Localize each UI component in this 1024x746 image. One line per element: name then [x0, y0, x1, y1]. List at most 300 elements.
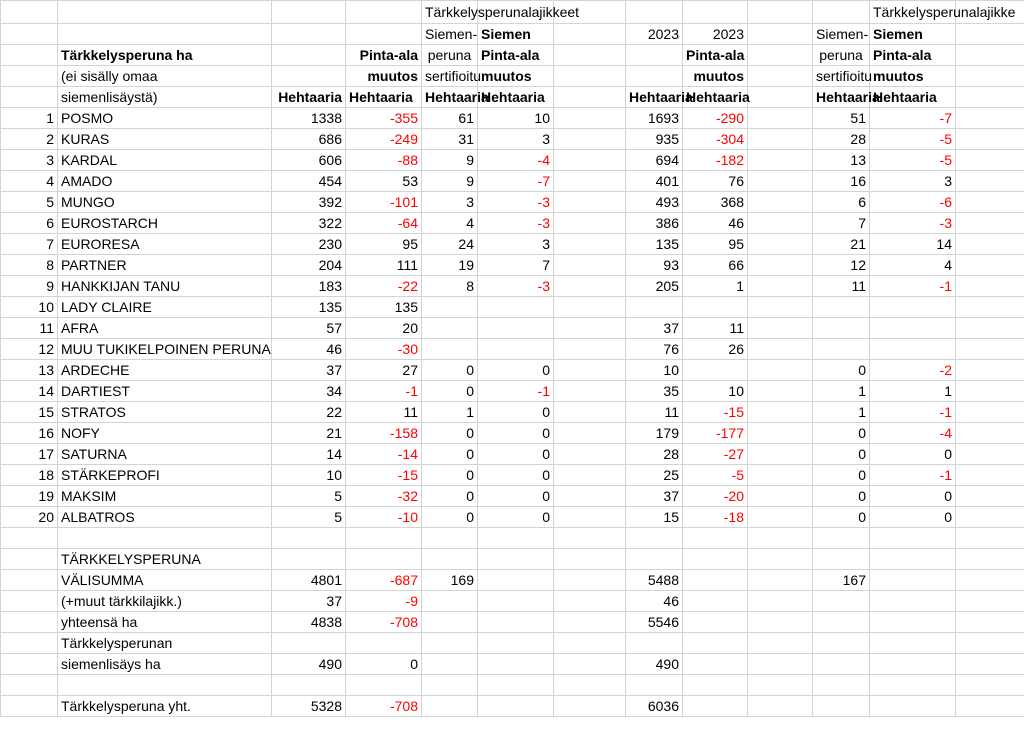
subtotal-2023[interactable]: 5488	[626, 570, 683, 591]
seed-certified-b[interactable]: 0	[813, 360, 870, 381]
cell[interactable]	[956, 87, 1024, 108]
cell[interactable]	[554, 129, 626, 150]
header-pinta-ala-3[interactable]: Pinta-ala	[683, 45, 748, 66]
hectares-2023[interactable]: 135	[626, 234, 683, 255]
seed-certified-b[interactable]: 7	[813, 213, 870, 234]
cell[interactable]	[1, 528, 58, 549]
header-siemen-1[interactable]: Siemen-	[422, 24, 478, 45]
area-change[interactable]: -15	[346, 465, 422, 486]
area-change[interactable]: 135	[346, 297, 422, 318]
hectares[interactable]: 204	[272, 255, 346, 276]
cell[interactable]	[478, 633, 554, 654]
hectares-2023[interactable]: 1693	[626, 108, 683, 129]
cell[interactable]	[748, 129, 813, 150]
cell[interactable]	[956, 675, 1024, 696]
cell[interactable]	[813, 696, 870, 717]
seed-change-b[interactable]: 0	[870, 444, 956, 465]
cell[interactable]	[748, 297, 813, 318]
row-number[interactable]: 20	[1, 507, 58, 528]
cell[interactable]	[956, 381, 1024, 402]
cell[interactable]	[748, 612, 813, 633]
cell[interactable]	[956, 591, 1024, 612]
cell[interactable]	[346, 675, 422, 696]
cell[interactable]	[554, 423, 626, 444]
variety-name[interactable]: AMADO	[58, 171, 272, 192]
subtotal-seed-b[interactable]: 167	[813, 570, 870, 591]
cell[interactable]	[1, 591, 58, 612]
cell[interactable]	[870, 696, 956, 717]
header-hehtaaria-2[interactable]: Hehtaaria	[346, 87, 422, 108]
cell[interactable]	[554, 171, 626, 192]
row-number[interactable]: 9	[1, 276, 58, 297]
cell[interactable]	[478, 612, 554, 633]
cell[interactable]	[554, 360, 626, 381]
hectares[interactable]: 183	[272, 276, 346, 297]
other-change[interactable]: -9	[346, 591, 422, 612]
seed-certified[interactable]: 24	[422, 234, 478, 255]
cell[interactable]	[748, 423, 813, 444]
seed-certified[interactable]	[422, 318, 478, 339]
seed-change-b[interactable]: -5	[870, 150, 956, 171]
cell[interactable]	[554, 234, 626, 255]
variety-name[interactable]: EURORESA	[58, 234, 272, 255]
cell[interactable]	[813, 528, 870, 549]
cell[interactable]	[554, 339, 626, 360]
cell[interactable]	[748, 192, 813, 213]
cell[interactable]	[554, 213, 626, 234]
total-change[interactable]: -708	[346, 612, 422, 633]
cell[interactable]	[554, 465, 626, 486]
change-2023[interactable]: 26	[683, 339, 748, 360]
cell[interactable]	[956, 486, 1024, 507]
header-hehtaaria-3[interactable]: Hehtaaria	[422, 87, 478, 108]
seed-certified-b[interactable]	[813, 339, 870, 360]
seed-certified[interactable]: 0	[422, 465, 478, 486]
variety-name[interactable]: EUROSTARCH	[58, 213, 272, 234]
cell[interactable]	[554, 696, 626, 717]
hectares[interactable]: 5	[272, 507, 346, 528]
summary-label[interactable]	[58, 570, 272, 591]
seed-certified-b[interactable]: 0	[813, 444, 870, 465]
cell[interactable]	[1, 1, 58, 24]
cell[interactable]	[748, 360, 813, 381]
change-2023[interactable]: -15	[683, 402, 748, 423]
variety-name[interactable]: AFRA	[58, 318, 272, 339]
cell[interactable]	[748, 402, 813, 423]
cell[interactable]	[956, 549, 1024, 570]
cell[interactable]	[1, 549, 58, 570]
cell[interactable]	[748, 675, 813, 696]
header-siemen[interactable]: Siemen	[478, 24, 554, 45]
seed-certified[interactable]: 1	[422, 402, 478, 423]
area-change[interactable]: -355	[346, 108, 422, 129]
cell[interactable]	[748, 339, 813, 360]
header-hehtaaria-4[interactable]: Hehtaaria	[478, 87, 554, 108]
seed-certified[interactable]: 19	[422, 255, 478, 276]
cell[interactable]	[748, 465, 813, 486]
cell[interactable]	[272, 24, 346, 45]
change-2023[interactable]: 368	[683, 192, 748, 213]
seed-certified[interactable]: 4	[422, 213, 478, 234]
cell[interactable]	[626, 1, 683, 24]
cell[interactable]	[748, 1, 813, 24]
header-muutos-4[interactable]: muutos	[870, 66, 956, 87]
row-number[interactable]: 3	[1, 150, 58, 171]
cell[interactable]	[956, 654, 1024, 675]
variety-name[interactable]: MAKSIM	[58, 486, 272, 507]
hectares-2023[interactable]	[626, 297, 683, 318]
cell[interactable]	[813, 612, 870, 633]
summary-label[interactable]	[58, 612, 272, 633]
variety-name[interactable]: ALBATROS	[58, 507, 272, 528]
cell[interactable]	[478, 591, 554, 612]
seed-change[interactable]: 0	[478, 444, 554, 465]
header-siemen-1-b[interactable]: Siemen-	[813, 24, 870, 45]
header-sertifioitu[interactable]: sertifioitu	[422, 66, 478, 87]
variety-name[interactable]: SATURNA	[58, 444, 272, 465]
seed-certified-b[interactable]: 0	[813, 465, 870, 486]
row-number[interactable]: 8	[1, 255, 58, 276]
seed-change[interactable]	[478, 318, 554, 339]
seed-certified[interactable]: 0	[422, 507, 478, 528]
row-number[interactable]: 15	[1, 402, 58, 423]
cell[interactable]	[272, 549, 346, 570]
seed-certified[interactable]: 31	[422, 129, 478, 150]
change-2023[interactable]: 76	[683, 171, 748, 192]
cell[interactable]	[478, 675, 554, 696]
seed-change[interactable]: 0	[478, 465, 554, 486]
cell[interactable]	[683, 1, 748, 24]
hectares-2023[interactable]: 28	[626, 444, 683, 465]
seed-certified-b[interactable]: 51	[813, 108, 870, 129]
cell[interactable]	[554, 381, 626, 402]
total-ha[interactable]: 4838	[272, 612, 346, 633]
hectares[interactable]: 22	[272, 402, 346, 423]
change-2023[interactable]: 46	[683, 213, 748, 234]
seed-change-b[interactable]: -1	[870, 465, 956, 486]
seed-certified-b[interactable]: 13	[813, 150, 870, 171]
seed-change[interactable]: 7	[478, 255, 554, 276]
change-2023[interactable]	[683, 360, 748, 381]
seed-certified[interactable]: 0	[422, 381, 478, 402]
cell[interactable]	[1, 675, 58, 696]
cell[interactable]	[478, 549, 554, 570]
hectares[interactable]: 46	[272, 339, 346, 360]
cell[interactable]	[554, 150, 626, 171]
cell[interactable]	[956, 528, 1024, 549]
cell[interactable]	[683, 633, 748, 654]
seed-change-b[interactable]: 0	[870, 486, 956, 507]
cell[interactable]	[956, 108, 1024, 129]
area-change[interactable]: 27	[346, 360, 422, 381]
cell[interactable]	[870, 570, 956, 591]
summary-label[interactable]	[58, 549, 272, 570]
hectares-2023[interactable]: 37	[626, 318, 683, 339]
header-hehtaaria-7[interactable]: Hehtaaria	[813, 87, 870, 108]
cell[interactable]	[554, 108, 626, 129]
hectares[interactable]: 606	[272, 150, 346, 171]
cell[interactable]	[626, 528, 683, 549]
grand-total-ha[interactable]: 5328	[272, 696, 346, 717]
cell[interactable]	[683, 591, 748, 612]
area-change[interactable]: 20	[346, 318, 422, 339]
header-pinta-ala-2[interactable]: Pinta-ala	[478, 45, 554, 66]
cell[interactable]	[748, 24, 813, 45]
cell[interactable]	[554, 318, 626, 339]
seed-change[interactable]: 0	[478, 360, 554, 381]
cell[interactable]	[626, 675, 683, 696]
hectares-2023[interactable]: 10	[626, 360, 683, 381]
change-2023[interactable]: -27	[683, 444, 748, 465]
cell[interactable]	[956, 129, 1024, 150]
cell[interactable]	[272, 675, 346, 696]
header-hehtaaria-8[interactable]: Hehtaaria	[870, 87, 956, 108]
seed-change-b[interactable]: -2	[870, 360, 956, 381]
area-change[interactable]: 111	[346, 255, 422, 276]
header-pinta-ala[interactable]: Pinta-ala	[346, 45, 422, 66]
hectares-2023[interactable]: 935	[626, 129, 683, 150]
seed-change-b[interactable]: 14	[870, 234, 956, 255]
seed-change-b[interactable]	[870, 297, 956, 318]
row-number[interactable]: 13	[1, 360, 58, 381]
cell[interactable]	[422, 696, 478, 717]
hectares[interactable]: 57	[272, 318, 346, 339]
header-siemen-b[interactable]: Siemen	[870, 24, 956, 45]
seed-multiplication-change[interactable]: 0	[346, 654, 422, 675]
change-2023[interactable]: -177	[683, 423, 748, 444]
row-number[interactable]: 18	[1, 465, 58, 486]
row-number[interactable]: 11	[1, 318, 58, 339]
cell[interactable]	[554, 297, 626, 318]
cell[interactable]	[422, 612, 478, 633]
cell[interactable]	[272, 45, 346, 66]
variety-name[interactable]: DARTIEST	[58, 381, 272, 402]
cell[interactable]	[554, 507, 626, 528]
seed-certified[interactable]: 0	[422, 360, 478, 381]
cell[interactable]	[58, 24, 272, 45]
cell[interactable]	[554, 675, 626, 696]
hectares-2023[interactable]: 401	[626, 171, 683, 192]
variety-name[interactable]: ARDECHE	[58, 360, 272, 381]
seed-certified-b[interactable]: 1	[813, 381, 870, 402]
row-number[interactable]: 2	[1, 129, 58, 150]
header-pinta-ala-4[interactable]: Pinta-ala	[870, 45, 956, 66]
cell[interactable]	[956, 24, 1024, 45]
seed-certified-b[interactable]: 0	[813, 423, 870, 444]
cell[interactable]	[748, 486, 813, 507]
cell[interactable]	[554, 570, 626, 591]
cell[interactable]	[683, 570, 748, 591]
cell[interactable]	[748, 549, 813, 570]
cell[interactable]	[870, 549, 956, 570]
seed-change[interactable]: -3	[478, 192, 554, 213]
cell[interactable]	[813, 654, 870, 675]
change-2023[interactable]: 66	[683, 255, 748, 276]
cell[interactable]	[478, 654, 554, 675]
cell[interactable]	[1, 633, 58, 654]
area-change[interactable]: -10	[346, 507, 422, 528]
cell[interactable]	[870, 591, 956, 612]
cell[interactable]	[272, 66, 346, 87]
cell[interactable]	[748, 570, 813, 591]
cell[interactable]	[813, 591, 870, 612]
cell[interactable]	[478, 696, 554, 717]
hectares-2023[interactable]: 493	[626, 192, 683, 213]
cell[interactable]	[956, 633, 1024, 654]
cell[interactable]	[1, 612, 58, 633]
cell[interactable]	[554, 591, 626, 612]
cell[interactable]	[748, 444, 813, 465]
cell[interactable]	[748, 318, 813, 339]
header-muutos[interactable]: muutos	[346, 66, 422, 87]
seed-change-b[interactable]: -1	[870, 402, 956, 423]
hectares[interactable]: 34	[272, 381, 346, 402]
header-2023-b[interactable]: 2023	[683, 24, 748, 45]
cell[interactable]	[346, 528, 422, 549]
cell[interactable]	[1, 570, 58, 591]
cell[interactable]	[1, 696, 58, 717]
cell[interactable]	[956, 696, 1024, 717]
hectares[interactable]: 392	[272, 192, 346, 213]
cell[interactable]	[748, 528, 813, 549]
change-2023[interactable]: -290	[683, 108, 748, 129]
cell[interactable]	[956, 444, 1024, 465]
summary-label[interactable]	[58, 633, 272, 654]
header-muutos-2[interactable]: muutos	[478, 66, 554, 87]
change-2023[interactable]: -18	[683, 507, 748, 528]
summary-label[interactable]	[58, 654, 272, 675]
row-number[interactable]: 1	[1, 108, 58, 129]
cell[interactable]	[422, 528, 478, 549]
area-change[interactable]: -30	[346, 339, 422, 360]
seed-multiplication-ha[interactable]: 490	[272, 654, 346, 675]
row-number[interactable]: 10	[1, 297, 58, 318]
other-2023[interactable]: 46	[626, 591, 683, 612]
cell[interactable]	[554, 486, 626, 507]
row-number[interactable]: 16	[1, 423, 58, 444]
cell[interactable]	[272, 1, 346, 24]
cell[interactable]	[58, 528, 272, 549]
hectares[interactable]: 230	[272, 234, 346, 255]
cell[interactable]	[346, 633, 422, 654]
cell[interactable]	[554, 549, 626, 570]
seed-certified-b[interactable]: 12	[813, 255, 870, 276]
cell[interactable]	[554, 255, 626, 276]
change-2023[interactable]: -5	[683, 465, 748, 486]
hectares[interactable]: 14	[272, 444, 346, 465]
total-2023[interactable]: 5546	[626, 612, 683, 633]
header-hehtaaria-1[interactable]: Hehtaaria	[272, 87, 346, 108]
seed-change[interactable]: 0	[478, 507, 554, 528]
cell[interactable]	[554, 402, 626, 423]
cell[interactable]	[956, 255, 1024, 276]
cell[interactable]	[554, 276, 626, 297]
seed-certified-b[interactable]	[813, 297, 870, 318]
cell[interactable]	[956, 360, 1024, 381]
hectares-2023[interactable]: 76	[626, 339, 683, 360]
group-title-b[interactable]: Tärkkelysperunalajikke	[870, 1, 956, 24]
seed-change[interactable]: 0	[478, 423, 554, 444]
variety-name[interactable]: MUU TUKIKELPOINEN PERUNA	[58, 339, 272, 360]
cell[interactable]	[554, 444, 626, 465]
hectares[interactable]: 10	[272, 465, 346, 486]
cell[interactable]	[478, 570, 554, 591]
seed-certified[interactable]: 9	[422, 171, 478, 192]
cell[interactable]	[1, 654, 58, 675]
cell[interactable]	[554, 528, 626, 549]
cell[interactable]	[422, 591, 478, 612]
seed-certified-b[interactable]: 6	[813, 192, 870, 213]
cell[interactable]	[422, 549, 478, 570]
cell[interactable]	[748, 633, 813, 654]
cell[interactable]	[683, 549, 748, 570]
cell[interactable]	[626, 549, 683, 570]
seed-change[interactable]: 3	[478, 234, 554, 255]
area-change[interactable]: 53	[346, 171, 422, 192]
main-sub1[interactable]: (ei sisälly omaa	[58, 66, 272, 87]
seed-change[interactable]: 0	[478, 402, 554, 423]
variety-name[interactable]: LADY CLAIRE	[58, 297, 272, 318]
cell[interactable]	[748, 591, 813, 612]
area-change[interactable]: -14	[346, 444, 422, 465]
seed-certified[interactable]: 0	[422, 486, 478, 507]
change-2023[interactable]: 1	[683, 276, 748, 297]
cell[interactable]	[870, 528, 956, 549]
hectares-2023[interactable]: 205	[626, 276, 683, 297]
seed-certified[interactable]: 9	[422, 150, 478, 171]
hectares-2023[interactable]: 11	[626, 402, 683, 423]
row-number[interactable]: 19	[1, 486, 58, 507]
cell[interactable]	[956, 507, 1024, 528]
hectares-2023[interactable]: 35	[626, 381, 683, 402]
cell[interactable]	[422, 675, 478, 696]
seed-change-b[interactable]: 4	[870, 255, 956, 276]
area-change[interactable]: -1	[346, 381, 422, 402]
seed-change[interactable]: -1	[478, 381, 554, 402]
cell[interactable]	[956, 213, 1024, 234]
cell[interactable]	[870, 654, 956, 675]
header-sertifioitu-b[interactable]: sertifioitu	[813, 66, 870, 87]
variety-name[interactable]: HANKKIJAN TANU	[58, 276, 272, 297]
row-number[interactable]: 6	[1, 213, 58, 234]
seed-change-b[interactable]	[870, 339, 956, 360]
area-change[interactable]: -88	[346, 150, 422, 171]
row-number[interactable]: 17	[1, 444, 58, 465]
seed-certified-b[interactable]: 28	[813, 129, 870, 150]
cell[interactable]	[956, 276, 1024, 297]
cell[interactable]	[272, 528, 346, 549]
cell[interactable]	[956, 570, 1024, 591]
summary-label[interactable]	[58, 591, 272, 612]
main-sub2[interactable]: siemenlisäystä)	[58, 87, 272, 108]
cell[interactable]	[683, 612, 748, 633]
seed-change-b[interactable]: -3	[870, 213, 956, 234]
cell[interactable]	[554, 633, 626, 654]
seed-change[interactable]: -3	[478, 276, 554, 297]
cell[interactable]	[626, 45, 683, 66]
cell[interactable]	[748, 255, 813, 276]
seed-change[interactable]	[478, 339, 554, 360]
hectares-2023[interactable]: 37	[626, 486, 683, 507]
main-title[interactable]: Tärkkelysperuna ha	[58, 45, 272, 66]
grand-total-2023[interactable]: 6036	[626, 696, 683, 717]
cell[interactable]	[956, 192, 1024, 213]
hectares-2023[interactable]: 15	[626, 507, 683, 528]
cell[interactable]	[956, 612, 1024, 633]
hectares[interactable]: 686	[272, 129, 346, 150]
row-number[interactable]: 4	[1, 171, 58, 192]
hectares[interactable]: 135	[272, 297, 346, 318]
